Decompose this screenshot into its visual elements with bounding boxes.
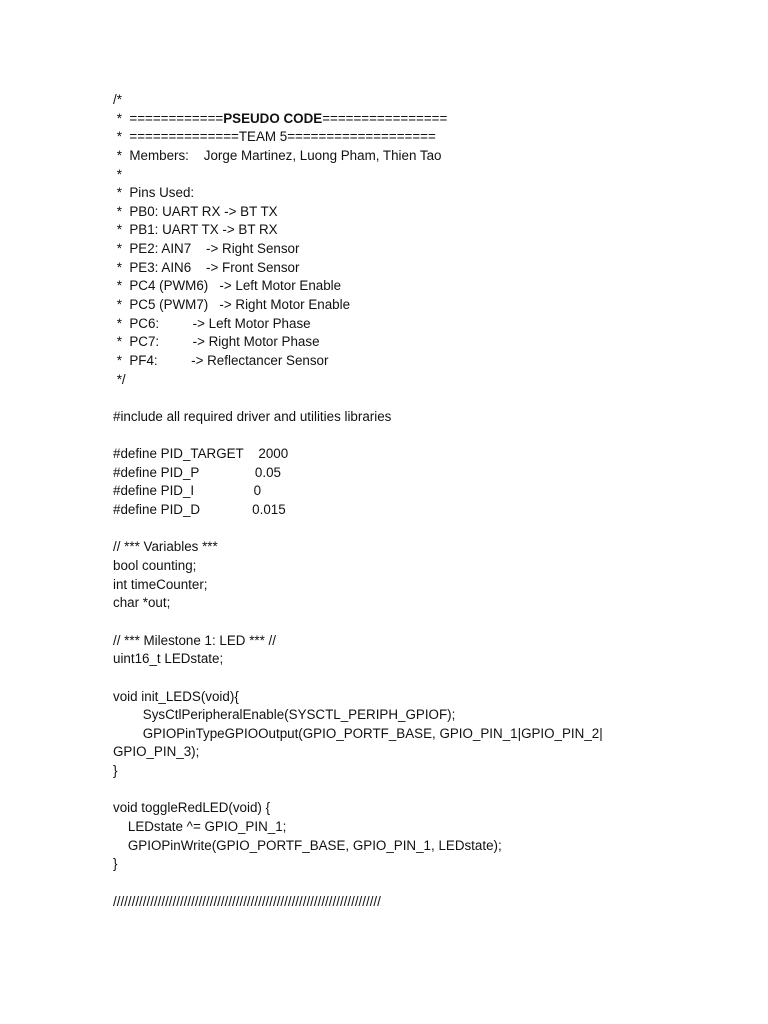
- text-line: #define PID_TARGET 2000: [113, 446, 289, 462]
- text-line: */: [113, 371, 126, 387]
- text-line: [113, 669, 753, 688]
- text-line: ////////////////////////////////////////////////////////////////////////: [113, 893, 381, 909]
- code-text-block: [113, 91, 753, 911]
- text-line: #define PID_P 0.05: [113, 464, 281, 480]
- text-line: * Pins Used:: [113, 185, 195, 201]
- text-line: // *** Variables ***: [113, 539, 218, 555]
- text-line: * PC6: -> Left Motor Phase: [113, 315, 311, 331]
- text-line: SysCtlPeripheralEnable(SYSCTL_PERIPH_GPIOF);: [113, 707, 456, 723]
- text-line: /*: [113, 92, 122, 107]
- text-line: * PB0: UART RX -> BT TX: [113, 203, 278, 219]
- text-line: uint16_t LEDstate;: [113, 651, 224, 667]
- text-line: void toggleRedLED(void) {: [113, 800, 271, 816]
- text-line: [113, 520, 753, 539]
- text-line: [113, 110, 753, 129]
- text-segment: * ============: [113, 110, 224, 126]
- text-line: // *** Milestone 1: LED *** //: [113, 632, 276, 648]
- text-line: GPIOPinWrite(GPIO_PORTF_BASE, GPIO_PIN_1, LEDstate);: [113, 837, 502, 853]
- text-line: [113, 781, 753, 800]
- text-line: GPIO_PIN_3);: [113, 744, 200, 760]
- text-segment: ================: [322, 110, 448, 126]
- text-line: *: [113, 166, 122, 182]
- text-line: [113, 389, 753, 408]
- text-line: #include all required driver and utilities libraries: [113, 408, 392, 424]
- text-line: #define PID_D 0.015: [113, 502, 286, 518]
- text-line: LEDstate ^= GPIO_PIN_1;: [113, 818, 287, 834]
- text-line: * PB1: UART TX -> BT RX: [113, 222, 278, 238]
- text-line: * PC5 (PWM7) -> Right Motor Enable: [113, 297, 351, 313]
- text-line: [113, 874, 753, 893]
- text-line: * PC7: -> Right Motor Phase: [113, 334, 320, 350]
- text-line: * ==============TEAM 5===================: [113, 129, 436, 145]
- text-line: void init_LEDS(void){: [113, 688, 239, 704]
- text-line: #define PID_I 0: [113, 483, 262, 499]
- text-line: bool counting;: [113, 558, 197, 574]
- text-line: int timeCounter;: [113, 576, 208, 592]
- text-line: * PC4 (PWM6) -> Left Motor Enable: [113, 278, 342, 294]
- text-line: }: [113, 856, 118, 872]
- text-line: [113, 427, 753, 446]
- text-line: }: [113, 763, 118, 779]
- text-segment: PSEUDO CODE: [223, 110, 323, 126]
- text-line: * PE2: AIN7 -> Right Sensor: [113, 241, 300, 257]
- text-line: GPIOPinTypeGPIOOutput(GPIO_PORTF_BASE, GPIO_PIN_1|GPIO_PIN_2|: [113, 725, 603, 741]
- text-line: * PE3: AIN6 -> Front Sensor: [113, 259, 300, 275]
- text-line: char *out;: [113, 595, 171, 611]
- text-line: * Members: Jorge Martinez, Luong Pham, Thien Tao: [113, 147, 442, 163]
- text-line: [113, 613, 753, 632]
- text-line: * PF4: -> Reflectancer Sensor: [113, 352, 329, 368]
